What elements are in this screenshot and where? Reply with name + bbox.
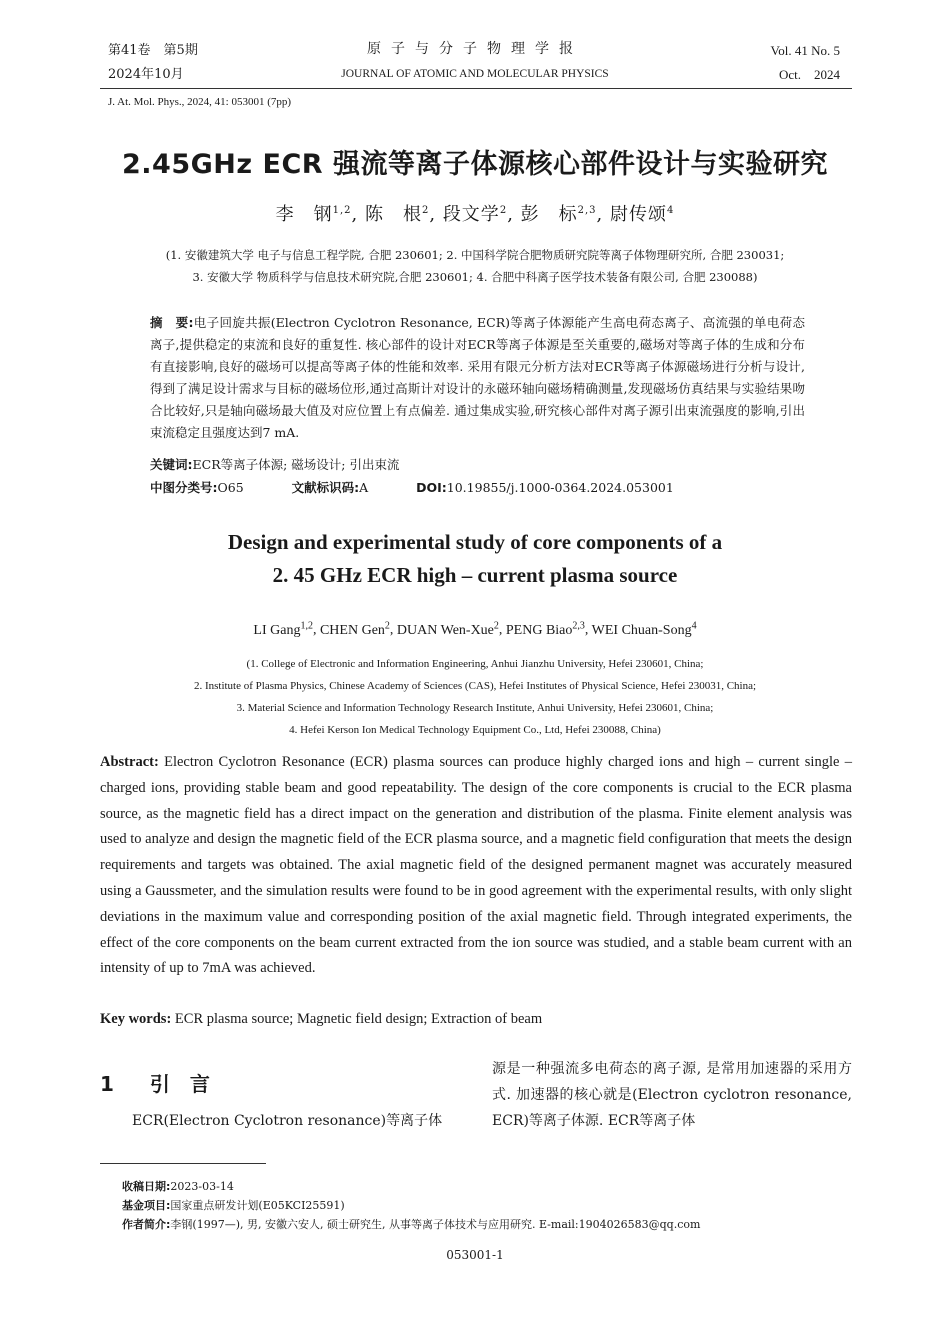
abstract-cn-label: 摘 要: — [150, 315, 194, 330]
affiliation-en-line: 4. Hefei Kerson Ion Medical Technology Equipment Co., Ltd, Hefei 230088, China) — [289, 724, 661, 736]
abstract-en-label: Abstract: — [100, 754, 159, 770]
author-cn: 彭 标$^{2,3}$ — [520, 204, 597, 225]
author-en: PENG Biao$^{2,3}$ — [505, 620, 585, 638]
author-cn: 尉传颂$^4$ — [610, 204, 675, 225]
affiliation-cn-line: (1. 安徽建筑大学 电子与信息工程学院, 合肥 230601; 2. 中国科学院合肥物质研究院等离子体物理研究所, 合肥 230031; — [165, 248, 785, 262]
authors-cn: 李 钢$^{1,2}$, 陈 根$^2$, 段文学$^2$, 彭 标$^{2,3}$, 尉传颂$^4$ — [275, 204, 675, 225]
footnote-rule — [100, 1163, 266, 1164]
affiliation-en-line: 3. Material Science and Information Technology Research Institute, Anhui University, Hefei 230601, China; — [236, 702, 714, 714]
keywords-en: Key words: ECR plasma source; Magnetic field design; Extraction of beam — [100, 1011, 543, 1027]
abstract-en — [100, 750, 852, 982]
abstract-cn — [150, 312, 805, 444]
abstract-cn-text: 电子回旋共振(Electron Cyclotron Resonance, ECR)等离子体源能产生高电荷态离子、高流强的单电荷态离子,提供稳定的束流和良好的重复性. 核心部件的设计对ECR等离子体源是至关重要的,磁场对等离子体的生成和分布有直接影响,良好的磁场可以提高等离子体的性能和效率. 采用有限元分析方法对ECR等离子体源磁场进行分析与设计,得到了满足设计需求与目标的磁场位形,通过高斯计对设计的永磁环轴向磁场精确测量,发现磁场仿真结果与实验结果吻合比较好,只是轴向磁场最大值及对应位置上有点偏差. 通过集成实验,研究核心部件对离子源引出束流强度的影响,引出束流稳定且强度达到7 mA. — [150, 315, 805, 440]
classification-line: 中图分类号:O65 文献标识码:A DOI:10.19855/j.1000-0364.2024.053001 — [150, 480, 674, 495]
keywords-cn: 关键词:ECR等离子体源; 磁场设计; 引出束流 — [150, 457, 400, 472]
body-text-left: ECR(Electron Cyclotron resonance)等离子体 — [132, 1113, 443, 1129]
title-en: Design and experimental study of core components of a 2. 45 GHz ECR high – current plasma source — [227, 530, 723, 587]
doi[interactable]: 10.19855/j.1000-0364.2024.053001 — [446, 480, 674, 495]
footnote-funding: 基金项目:国家重点研发计划(E05KCI25591) — [122, 1199, 345, 1212]
affiliation-en-line: 2. Institute of Plasma Physics, Chinese Academy of Sciences (CAS), Hefei Institutes of Physical Science, Hefei 230031, China; — [193, 680, 757, 692]
author-cn: 段文学$^2$ — [442, 204, 508, 225]
author-en: LI Gang$^{1,2}$ — [253, 620, 313, 638]
author-en: CHEN Gen$^2$ — [319, 620, 390, 638]
title-cn: 2.45GHz ECR 强流等离子体源核心部件设计与实验研究 — [122, 149, 828, 180]
date-en: Oct. 2024 — [778, 67, 840, 82]
abstract-en-text: Electron Cyclotron Resonance (ECR) plasma sources can produce highly charged ions and high – current single – charged ions, providing stable beam and good repeatability. The design of the core components is crucial to the ECR plasma source, as the magnetic field has a direct impact on the generation and distribution of the plasma. Finite element analysis was used to analyze and design the magnetic field of the ECR plasma source, and a magnetic field configuration that meets the design requirements and targets was obtained. The axial magnetic field of the designed permanent magnet was accurately measured using a Gaussmeter, and the simulation results were found to be in good agreement with the experimental results, with only slight deviations in the maximum value and corresponding position of the axial magnetic field. Through integrated experiments, the effect of the core components on the beam current extracted from the ion source was studied, and a stable beam current with an intensity of up to 7mA was achieved. — [100, 754, 852, 977]
date-cn: 2024年10月 — [108, 67, 184, 82]
body-text-right: 源是一种强流多电荷态的离子源, 是常用加速器的采用方式. 加速器的核心就是(Electron cyclotron resonance, ECR)等离子体源. ECR等离子体 — [492, 1061, 852, 1129]
affiliation-en-line: (1. College of Electronic and Information Engineering, Anhui Jianzhu University, Hefei 230601, China; — [246, 658, 704, 670]
page-number: 053001-1 — [446, 1248, 504, 1262]
footnote-received: 收稿日期:2023-03-14 — [122, 1180, 234, 1193]
footnote-author-bio: 作者简介:李钢(1997—), 男, 安徽六安人, 硕士研究生, 从事等离子体技术与应用研究. E-mail:1904026583@qq.com — [122, 1218, 701, 1231]
author-en: WEI Chuan-Song$^4$ — [591, 620, 697, 638]
author-en: DUAN Wen-Xue$^2$ — [396, 620, 499, 638]
header-rule — [100, 88, 852, 89]
journal-title-en: JOURNAL OF ATOMIC AND MOLECULAR PHYSICS — [341, 68, 609, 80]
authors-en: LI Gang$^{1,2}$, CHEN Gen$^2$, DUAN Wen-Xue$^2$, PENG Biao$^{2,3}$, WEI Chuan-Song$^4$ — [253, 620, 697, 638]
volume-en: Vol. 41 No. 5 — [770, 43, 840, 58]
volume-cn: 第41卷 第5期 — [108, 43, 198, 58]
author-cn: 李 钢$^{1,2}$ — [275, 204, 352, 225]
author-cn: 陈 根$^2$ — [364, 204, 430, 225]
journal-title-cn: 原子与分子物理学报 — [367, 41, 583, 57]
section-heading: 1 引 言 — [100, 1072, 210, 1096]
affiliation-cn-line: 3. 安徽大学 物质科学与信息技术研究院,合肥 230601; 4. 合肥中科离子医学技术装备有限公司, 合肥 230088) — [192, 270, 758, 284]
citation: J. At. Mol. Phys., 2024, 41: 053001 (7pp) — [108, 96, 292, 108]
